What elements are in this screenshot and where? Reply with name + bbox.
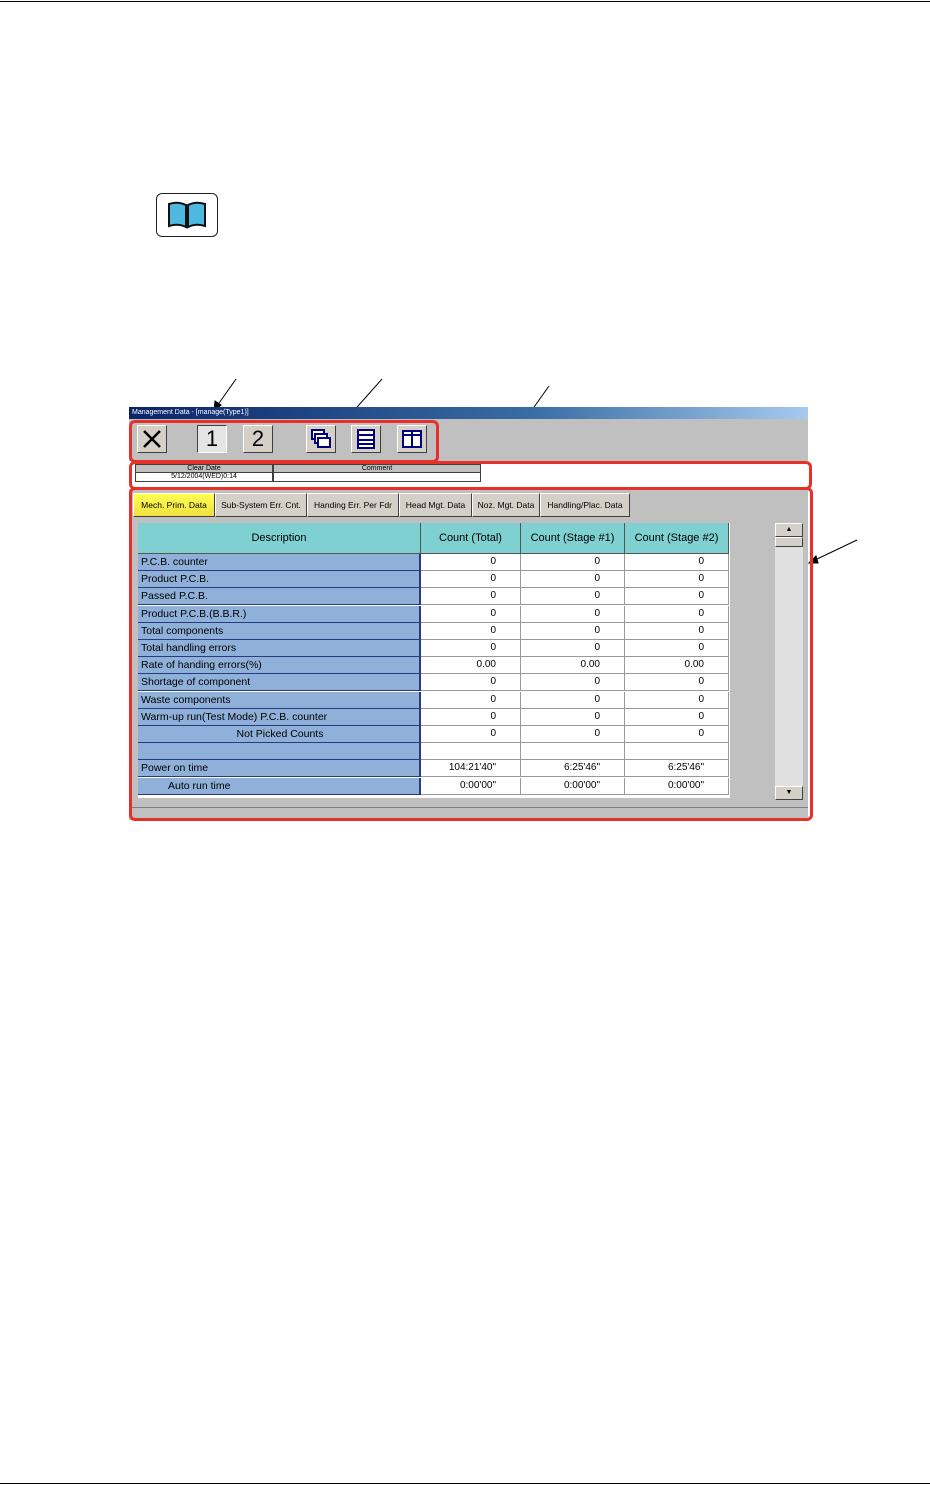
tab-handing-err-per-fdr[interactable]: Handing Err. Per Fdr: [307, 493, 399, 517]
row-count: 0.00: [421, 657, 521, 674]
row-count: 0: [521, 606, 625, 623]
callout-clear-info: [129, 461, 812, 490]
row-description: Not Picked Counts: [138, 726, 421, 743]
callout-data-area: [129, 487, 813, 821]
row-count: 0: [625, 588, 729, 605]
row-count: 0:00'00": [625, 778, 729, 795]
row-description: Product P.C.B.(B.B.R.): [138, 606, 421, 623]
tab-mech-prim-data[interactable]: Mech. Prim. Data: [133, 493, 215, 517]
row-description: Product P.C.B.: [138, 571, 421, 588]
row-count: 0.00: [521, 657, 625, 674]
tab-head-mgt-data[interactable]: Head Mgt. Data: [399, 493, 472, 517]
row-count: 0: [625, 726, 729, 743]
tab-handling-plac-data[interactable]: Handling/Plac. Data: [540, 493, 630, 517]
callout-toolbar: [129, 420, 439, 463]
row-description: Shortage of component: [138, 674, 421, 691]
row-description: P.C.B. counter: [138, 554, 421, 571]
scroll-up-button[interactable]: ▲: [775, 523, 803, 537]
row-count: 0: [421, 726, 521, 743]
bottom-rule: [0, 1483, 930, 1484]
row-description: Passed P.C.B.: [138, 588, 421, 605]
row-count: 0: [521, 571, 625, 588]
row-count: 0: [625, 606, 729, 623]
tab-sub-system-err-cnt[interactable]: Sub-System Err. Cnt.: [215, 493, 307, 517]
row-count: 0: [521, 623, 625, 640]
row-count: 0:00'00": [521, 778, 625, 795]
row-description: Power on time: [138, 760, 421, 777]
row-count: 6:25'46": [625, 760, 729, 777]
column-header-count-total[interactable]: Count (Total): [421, 523, 521, 554]
column-header-count-stage1[interactable]: Count (Stage #1): [521, 523, 625, 554]
row-count: 0: [521, 726, 625, 743]
row-count: 0: [625, 571, 729, 588]
row-count: 0: [421, 554, 521, 571]
row-description: Waste components: [138, 692, 421, 709]
page-1-button[interactable]: 1: [197, 425, 227, 453]
clear-date-value: 5/12/2004(WED)0:14: [135, 473, 273, 482]
window-title: Management Data - [manage(Type1)]: [129, 407, 808, 419]
page-2-button[interactable]: 2: [243, 425, 273, 453]
row-count: 0: [421, 640, 521, 657]
tab-noz-mgt-data[interactable]: Noz. Mgt. Data: [472, 493, 540, 517]
row-description: Total handling errors: [138, 640, 421, 657]
row-count: 0: [521, 554, 625, 571]
row-count: 0: [625, 692, 729, 709]
row-count: 0: [421, 623, 521, 640]
column-header-count-stage2[interactable]: Count (Stage #2): [625, 523, 729, 554]
row-count: 0: [521, 709, 625, 726]
scroll-down-button[interactable]: ▼: [775, 786, 803, 800]
column-header-description[interactable]: Description: [138, 523, 421, 554]
row-count: 0: [421, 606, 521, 623]
clear-date-header: Clear Date: [135, 464, 273, 473]
row-count: 0: [421, 692, 521, 709]
row-count: 0: [421, 709, 521, 726]
row-count: 0: [625, 554, 729, 571]
row-description: Warm-up run(Test Mode) P.C.B. counter: [138, 709, 421, 726]
row-count: 0:00'00": [421, 778, 521, 795]
row-count: 0: [625, 674, 729, 691]
row-count: 0: [625, 623, 729, 640]
row-count: 0: [421, 571, 521, 588]
row-count: 0: [521, 640, 625, 657]
row-description: Total components: [138, 623, 421, 640]
row-count: 0: [625, 709, 729, 726]
comment-header: Comment: [273, 464, 481, 473]
row-count: 0: [421, 674, 521, 691]
row-description: Auto run time: [138, 778, 421, 795]
row-count: 104:21'40": [421, 760, 521, 777]
row-count: 0: [521, 588, 625, 605]
row-count: 0.00: [625, 657, 729, 674]
row-count: 6:25'46": [521, 760, 625, 777]
row-count: 0: [521, 674, 625, 691]
row-count: 0: [521, 692, 625, 709]
row-count: 0: [421, 588, 521, 605]
row-count: 0: [625, 640, 729, 657]
row-description: Rate of handing errors(%): [138, 657, 421, 674]
